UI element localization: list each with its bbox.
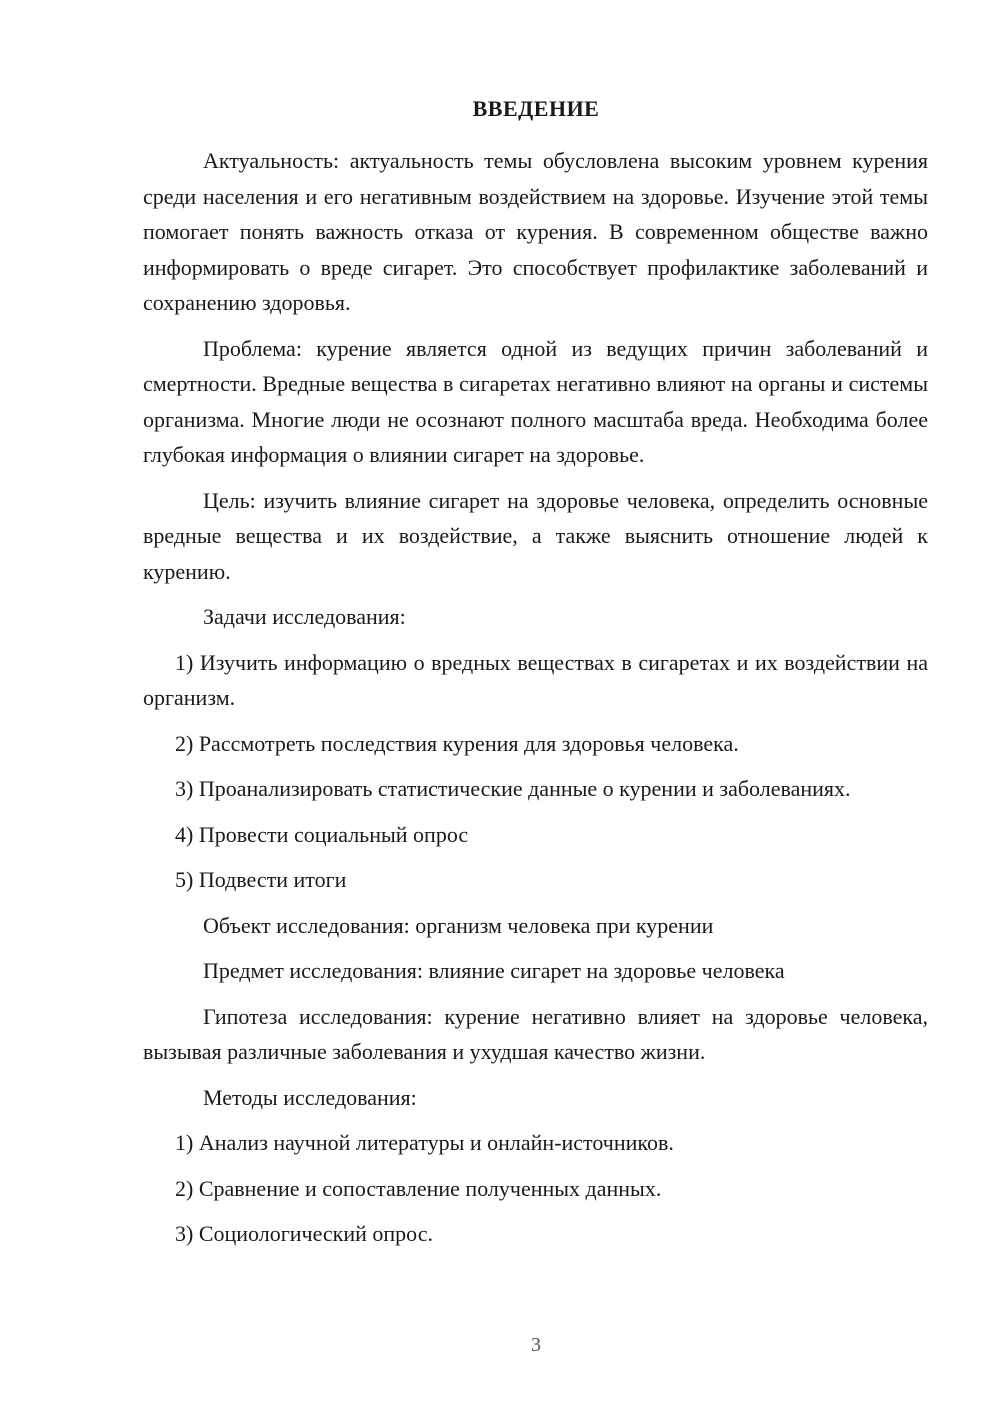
task-item-4: 4) Провести социальный опрос	[175, 821, 469, 847]
document-body	[143, 143, 928, 1262]
goal-paragraph: Цель: изучить влияние сигарет на здоровье человека, определить основные вредные вещества и их воздействие, а также выяснить отношение людей к курению.	[143, 487, 928, 584]
page-number: 3	[531, 1334, 541, 1356]
relevance-paragraph: Актуальность: актуальность темы обусловлена высоким уровнем курения среди населения и его негативным воздействием на здоровье. Изучение этой темы помогает понять важность отказа от курения. В современном обществе важно информировать о вреде сигарет. Это способствует профилактике заболеваний и сохранению здоровья.	[143, 148, 928, 315]
research-hypothesis: Гипотеза исследования: курение негативно влияет на здоровье человека, вызывая различные заболевания и ухудшая качество жизни.	[143, 1003, 928, 1064]
research-subject: Предмет исследования: влияние сигарет на здоровье человека	[203, 958, 785, 983]
task-item-5: 5) Подвести итоги	[175, 867, 347, 892]
problem-paragraph: Проблема: курение является одной из ведущих причин заболеваний и смертности. Вредные вещества в сигаретах негативно влияют на органы и системы организма. Многие люди не осознают полного масштаба вреда. Необходима более глубокая информация о влиянии сигарет на здоровье.	[143, 335, 928, 467]
task-item-2: 2) Рассмотреть последствия курения для здоровья человека.	[175, 730, 739, 756]
research-object: Объект исследования: организм человека при курении	[203, 912, 714, 938]
method-item-2: 2) Сравнение и сопоставление полученных данных.	[175, 1175, 662, 1201]
tasks-heading: Задачи исследования:	[203, 604, 406, 629]
task-item-3: 3) Проанализировать статистические данные о курении и заболеваниях.	[175, 776, 851, 801]
section-title: ВВЕДЕНИЕ	[472, 96, 600, 121]
method-item-1: 1) Анализ научной литературы и онлайн-источников.	[175, 1130, 674, 1155]
task-item-1: 1) Изучить информацию о вредных веществах в сигаретах и их воздействии на организм.	[143, 649, 928, 710]
methods-heading: Методы исследования:	[203, 1084, 417, 1110]
method-item-3: 3) Социологический опрос.	[175, 1221, 433, 1246]
